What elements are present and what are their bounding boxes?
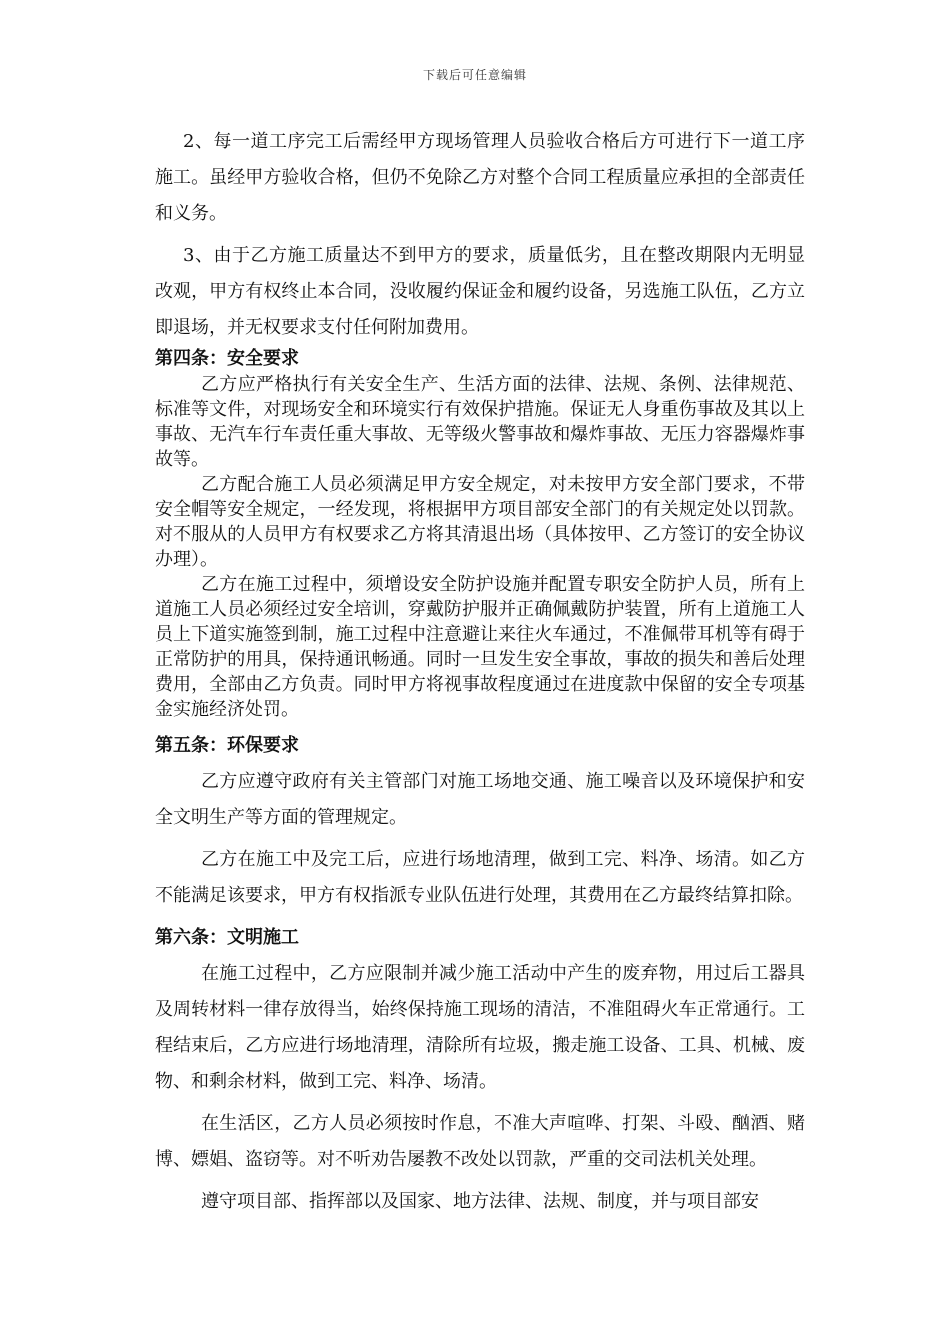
quality-clause-2: 2、每一道工序完工后需经甲方现场管理人员验收合格后方可进行下一道工序施工。虽经甲方验收合格，但仍不免除乙方对整个合同工程质量应承担的全部责任和义务。 xyxy=(155,131,805,224)
civilized-paragraph-3: 遵守项目部、指挥部以及国家、地方法律、法规、制度，并与项目部安 xyxy=(201,1191,759,1212)
section-heading-safety: 第四条：安全要求 xyxy=(155,348,299,369)
quality-clause-3: 3、由于乙方施工质量达不到甲方的要求，质量低劣，且在整改期限内无明显改观，甲方有权终止本合同，没收履约保证金和履约设备，另选施工队伍，乙方立即退场，并无权要求支付任何附加费用。 xyxy=(155,245,805,338)
safety-paragraph-1: 乙方应严格执行有关安全生产、生活方面的法律、法规、条例、法律规范、标准等文件，对现场安全和环境实行有效保护措施。保证无人身重伤事故及其以上事故、无汽车行车责任重大事故、无等级火警事故和爆炸事故、无压力容器爆炸事故等。 xyxy=(155,374,805,470)
environment-paragraph-2: 乙方在施工中及完工后，应进行场地清理，做到工完、料净、场清。如乙方不能满足该要求，甲方有权指派专业队伍进行处理，其费用在乙方最终结算扣除。 xyxy=(155,849,805,906)
page-header: 下载后可任意编辑 xyxy=(422,68,527,82)
safety-paragraph-2: 乙方配合施工人员必须满足甲方安全规定，对未按甲方安全部门要求，不带安全帽等安全规定，一经发现，将根据甲方项目部安全部门的有关规定处以罚款。对不服从的人员甲方有权要求乙方将其清退出场（具体按甲、乙方签订的安全协议办理）。 xyxy=(155,474,805,570)
civilized-paragraph-2: 在生活区，乙方人员必须按时作息，不准大声喧哗、打架、斗殴、酗酒、赌博、嫖娼、盗窃等。对不听劝告屡教不改处以罚款，严重的交司法机关处理。 xyxy=(155,1113,805,1170)
safety-paragraph-3: 乙方在施工过程中，须增设安全防护设施并配置专职安全防护人员，所有上道施工人员必须经过安全培训，穿戴防护服并正确佩戴防护装置，所有上道施工人员上下道实施签到制，施工过程中注意避让来往火车通过，不准佩带耳机等有碍于正常防护的用具，保持通讯畅通。同时一旦发生安全事故，事故的损失和善后处理费用，全部由乙方负责。同时甲方将视事故程度通过在进度款中保留的安全专项基金实施经济处罚。 xyxy=(155,574,805,720)
document-body xyxy=(155,124,805,1220)
section-heading-civilized: 第六条：文明施工 xyxy=(155,927,299,948)
civilized-paragraph-1: 在施工过程中，乙方应限制并减少施工活动中产生的废弃物，用过后工器具及周转材料一律存放得当，始终保持施工现场的清洁，不准阻碍火车正常通行。工程结束后，乙方应进行场地清理，清除所有垃圾，搬走施工设备、工具、机械、废物、和剩余材料，做到工完、料净、场清。 xyxy=(155,963,805,1092)
section-heading-environment: 第五条：环保要求 xyxy=(155,735,299,756)
environment-paragraph-1: 乙方应遵守政府有关主管部门对施工场地交通、施工噪音以及环境保护和安全文明生产等方面的管理规定。 xyxy=(155,771,805,828)
